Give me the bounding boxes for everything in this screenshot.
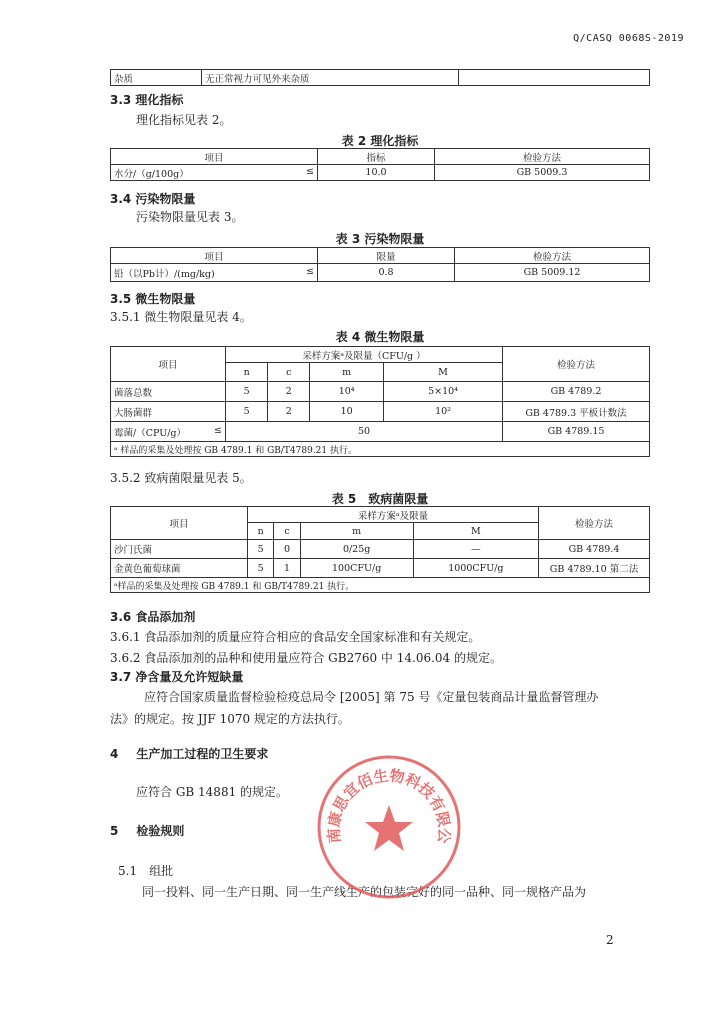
page-number: 2 <box>606 933 614 947</box>
table-2-caption: 表 2 理化指标 <box>341 134 419 148</box>
section-3-5-1-text: 3.5.1 微生物限量见表 4。 <box>110 310 252 324</box>
th-method: 检验方法 <box>503 347 650 382</box>
company-seal <box>314 752 464 902</box>
document-code: Q/CASQ 0068S-2019 <box>573 33 684 44</box>
th-n: n <box>226 363 268 382</box>
th-limit: 限量 <box>318 248 455 264</box>
th-item: 项目 <box>111 149 318 165</box>
cell-method <box>459 70 650 86</box>
th-value: 指标 <box>318 149 435 165</box>
row-method: GB 5009.3 <box>435 165 650 181</box>
th-plan: 采样方案ᵃ及限量（CFU/g ） <box>226 347 503 363</box>
th-method: 检验方法 <box>435 149 650 165</box>
table-row: 金黄色葡萄球菌 5 1 100CFU/g 1000CFU/g GB 4789.10 第二法 <box>111 559 650 578</box>
th-M: M <box>384 363 503 382</box>
table-5-caption: 表 5 致病菌限量 <box>331 492 429 506</box>
row-item: 水分/（g/100g） ≤ <box>111 165 318 181</box>
table-note: ᵃ样品的采集及处理按 GB 4789.1 和 GB/T4789.21 执行。 <box>111 578 650 593</box>
th-plan: 采样方案ᵃ及限量 <box>248 507 539 523</box>
impurity-table <box>110 69 650 86</box>
cell-item: 杂质 <box>111 70 202 86</box>
row-value: 0.8 <box>318 264 455 282</box>
table-5 <box>110 506 650 593</box>
table-3-caption: 表 3 污染物限量 <box>335 232 425 246</box>
section-4-heading: 4 生产加工过程的卫生要求 <box>110 747 269 761</box>
section-3-6-heading: 3.6 食品添加剂 <box>110 610 196 624</box>
th-method: 检验方法 <box>539 507 650 540</box>
th-item: 项目 <box>111 248 318 264</box>
section-3-4-heading: 3.4 污染物限量 <box>110 192 196 206</box>
table-row: 霉菌/（CPU/g） ≤ 50 GB 4789.15 <box>111 422 650 442</box>
th-M: M <box>413 523 538 540</box>
section-5-1-text: 同一投料、同一生产日期、同一生产线生产的包装完好的同一品种、同一规格产品为 <box>142 885 587 899</box>
section-3-7-heading: 3.7 净含量及允许短缺量 <box>110 670 244 684</box>
th-m: m <box>310 363 384 382</box>
th-method: 检验方法 <box>455 248 650 264</box>
table-2 <box>110 148 650 181</box>
section-3-7-line1: 应符合国家质量监督检验检疫总局令 [2005] 第 75 号《定量包装商品计量监督管理办 <box>144 690 599 704</box>
table-note: ᵃ 样品的采集及处理按 GB 4789.1 和 GB/T4789.21 执行。 <box>111 442 650 457</box>
section-4-text: 应符合 GB 14881 的规定。 <box>136 785 289 799</box>
section-3-6-1: 3.6.1 食品添加剂的质量应符合相应的食品安全国家标准和有关规定。 <box>110 630 481 644</box>
th-item: 项目 <box>111 347 226 382</box>
table-row: 菌落总数 5 2 10⁴ 5×10⁴ GB 4789.2 <box>111 382 650 402</box>
section-3-7-line2: 法》的规定。按 JJF 1070 规定的方法执行。 <box>110 712 350 726</box>
th-n: n <box>248 523 274 540</box>
section-3-3-heading: 3.3 理化指标 <box>110 93 184 107</box>
th-c: c <box>274 523 300 540</box>
cell-req: 无正常视力可见外来杂质 <box>202 70 459 86</box>
section-3-5-heading: 3.5 微生物限量 <box>110 292 196 306</box>
section-3-6-2: 3.6.2 食品添加剂的品种和使用量应符合 GB2760 中 14.06.04 的规定。 <box>110 651 502 665</box>
table-row: 大肠菌群 5 2 10 10² GB 4789.3 平板计数法 <box>111 402 650 422</box>
seal-text: 南康思宜佰生物科技有限公 <box>324 766 454 844</box>
section-5-1-heading: 5.1 组批 <box>118 864 174 878</box>
row-method: GB 5009.12 <box>455 264 650 282</box>
row-value: 10.0 <box>318 165 435 181</box>
table-3 <box>110 247 650 282</box>
seal-star-icon <box>365 805 413 851</box>
section-3-4-text: 污染物限量见表 3。 <box>136 210 244 224</box>
section-5-heading: 5 检验规则 <box>110 824 185 838</box>
table-row: 沙门氏菌 5 0 0/25g — GB 4789.4 <box>111 540 650 559</box>
th-item: 项目 <box>111 507 248 540</box>
section-3-3-text: 理化指标见表 2。 <box>136 113 232 127</box>
th-c: c <box>268 363 310 382</box>
table-4-caption: 表 4 微生物限量 <box>335 330 425 344</box>
th-m: m <box>300 523 413 540</box>
table-4 <box>110 346 650 457</box>
row-item: 铅（以Pb计）/(mg/kg) ≤ <box>111 264 318 282</box>
section-3-5-2-text: 3.5.2 致病菌限量见表 5。 <box>110 471 252 485</box>
